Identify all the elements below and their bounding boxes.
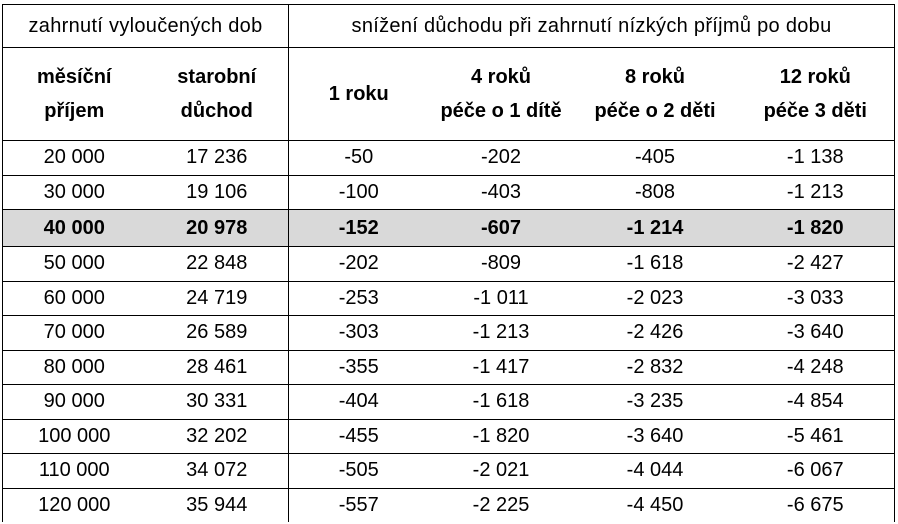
cell-monthly-income: 60 000 [3, 281, 146, 316]
cell-reduction-1-year: -303 [289, 316, 429, 351]
column-header-8-years [574, 48, 737, 141]
pension-table-container [2, 4, 894, 522]
table-row [3, 488, 895, 522]
cell-reduction-1-year: -557 [338, 493, 379, 516]
group-header-row [3, 5, 895, 48]
cell-reduction-1-year: -152 [289, 210, 429, 247]
column-header-line2: důchod [180, 100, 253, 122]
table-body [3, 5, 895, 523]
column-header-line2: péče 3 děti [763, 100, 867, 122]
cell-reduction-4-years: -1 011 [429, 281, 574, 316]
cell-reduction-4-years: -202 [429, 141, 574, 176]
cell-old-age-pension: 17 236 [146, 141, 289, 176]
cell-old-age-pension: 22 848 [146, 247, 289, 282]
cell-monthly-income: 70 000 [3, 316, 146, 351]
cell-reduction-12-years: -5 461 [737, 419, 895, 454]
cell-old-age-pension: 28 461 [146, 350, 289, 385]
table-row [3, 141, 895, 176]
cell-reduction-8-years: -2 023 [574, 281, 737, 316]
column-header-line2: péče o 2 děti [594, 100, 716, 122]
cell-reduction-12-years: -4 854 [737, 385, 895, 420]
cell-reduction-1-year: -202 [289, 247, 429, 282]
group-header-excluded-periods: zahrnutí vyloučených dob [3, 5, 289, 48]
cell-reduction-4-years: -1 820 [429, 419, 574, 454]
cell-reduction-12-years: -6 067 [737, 454, 895, 489]
cell-reduction-8-years: -4 044 [574, 454, 737, 489]
column-header-monthly-income [3, 48, 146, 141]
cell-reduction-8-years: -405 [574, 141, 737, 176]
cell-reduction-8-years: -4 450 [626, 493, 684, 516]
column-header-line1: 1 roku [328, 83, 389, 105]
cell-reduction-1-year: -253 [289, 281, 429, 316]
cell-old-age-pension: 35 944 [146, 488, 289, 522]
cell-old-age-pension: 20 978 [146, 210, 289, 247]
table-row-highlighted [3, 210, 895, 247]
cell-monthly-income: 110 000 [3, 454, 146, 489]
cell-reduction-4-years: -1 213 [429, 316, 574, 351]
cell-reduction-1-year: -355 [289, 350, 429, 385]
cell-reduction-12-years: -1 213 [737, 175, 895, 210]
cell-reduction-8-years: -1 214 [574, 210, 737, 247]
cell-old-age-pension: 32 202 [146, 419, 289, 454]
cell-reduction-8-years: -3 235 [574, 385, 737, 420]
cell-monthly-income: 80 000 [3, 350, 146, 385]
group-header-low-income-reduction: snížení důchodu při zahrnutí nízkých příjmů po dobu [289, 5, 895, 48]
column-header-old-age-pension [146, 48, 289, 141]
table-row [3, 419, 895, 454]
column-header-line2: příjem [44, 100, 105, 122]
cell-monthly-income: 20 000 [3, 141, 146, 176]
column-header-12-years [737, 48, 895, 141]
column-header-4-years [429, 48, 574, 141]
column-header-row [3, 48, 895, 141]
cell-old-age-pension: 30 331 [146, 385, 289, 420]
column-header-line2: péče o 1 dítě [440, 100, 562, 122]
table-row [3, 385, 895, 420]
cell-reduction-4-years: -2 225 [472, 493, 530, 516]
column-header-line1: 12 roků [779, 66, 851, 88]
cell-reduction-12-years: -3 033 [737, 281, 895, 316]
table-row [3, 454, 895, 489]
cell-reduction-8-years: -1 618 [574, 247, 737, 282]
cell-reduction-12-years: -6 675 [737, 488, 895, 522]
cell-reduction-8-years: -2 832 [574, 350, 737, 385]
cell-reduction-12-years: -1 820 [737, 210, 895, 247]
cell-monthly-income: 40 000 [3, 210, 146, 247]
cell-reduction-8-years: -3 640 [574, 419, 737, 454]
table-row [3, 350, 895, 385]
cell-reduction-4-years: -1 417 [429, 350, 574, 385]
column-header-1-year [289, 48, 429, 141]
cell-reduction-8-years: -808 [574, 175, 737, 210]
column-header-line1: měsíční [37, 66, 112, 88]
cell-monthly-income: 120 000 [3, 488, 146, 522]
cell-old-age-pension: 34 072 [146, 454, 289, 489]
cell-reduction-1-year: -505 [289, 454, 429, 489]
cell-monthly-income: 90 000 [3, 385, 146, 420]
cell-reduction-12-years: -1 138 [737, 141, 895, 176]
cell-reduction-4-years: -2 021 [429, 454, 574, 489]
cell-reduction-4-years: -607 [429, 210, 574, 247]
cell-old-age-pension: 19 106 [146, 175, 289, 210]
cell-reduction-1-year: -100 [289, 175, 429, 210]
table-row [3, 175, 895, 210]
cell-reduction-4-years: -1 618 [429, 385, 574, 420]
cell-reduction-4-years: -809 [429, 247, 574, 282]
cell-monthly-income: 30 000 [3, 175, 146, 210]
column-header-line1: 8 roků [625, 66, 686, 88]
cell-old-age-pension: 24 719 [146, 281, 289, 316]
pension-reduction-table [2, 4, 895, 522]
cell-reduction-12-years: -3 640 [737, 316, 895, 351]
cell-monthly-income: 50 000 [3, 247, 146, 282]
table-row [3, 281, 895, 316]
cell-reduction-4-years: -403 [429, 175, 574, 210]
cell-reduction-12-years: -4 248 [737, 350, 895, 385]
cell-reduction-8-years: -2 426 [574, 316, 737, 351]
cell-monthly-income: 100 000 [3, 419, 146, 454]
cell-reduction-1-year: -404 [289, 385, 429, 420]
table-row [3, 316, 895, 351]
cell-reduction-1-year: -50 [289, 141, 429, 176]
cell-reduction-1-year: -455 [289, 419, 429, 454]
table-row [3, 247, 895, 282]
cell-old-age-pension: 26 589 [146, 316, 289, 351]
cell-reduction-12-years: -2 427 [737, 247, 895, 282]
column-header-line1: starobní [177, 66, 257, 88]
column-header-line1: 4 roků [471, 66, 532, 88]
